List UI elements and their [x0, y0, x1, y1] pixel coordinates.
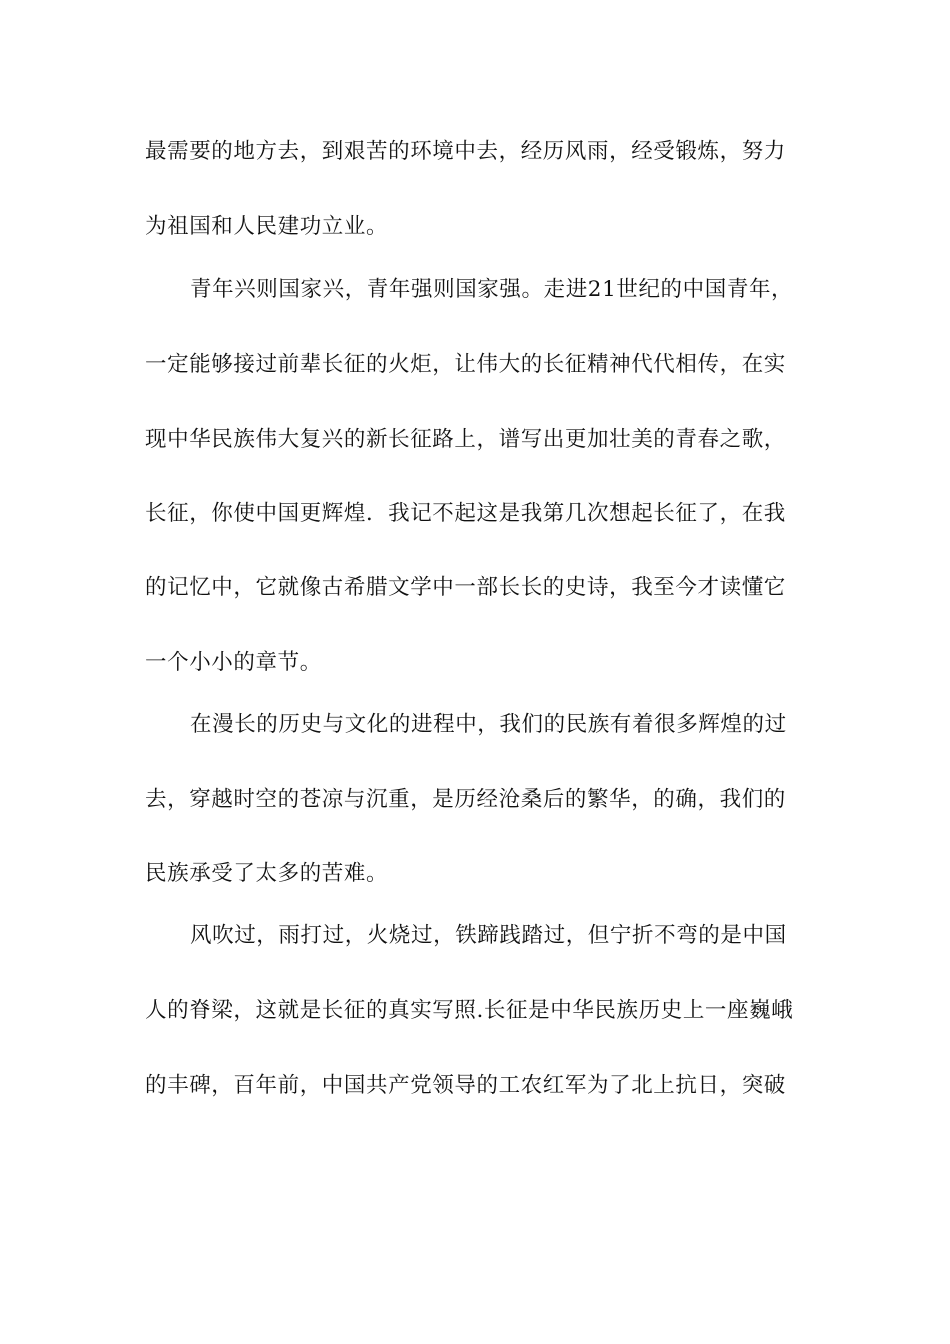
text-line: 一定能够接过前辈长征的火炬，让伟大的长征精神代代相传，在实: [145, 352, 786, 377]
text-line: 长征，你使中国更辉煌．我记不起这是我第几次想起长征了，在我: [145, 501, 786, 526]
paragraph-start-line: 在漫长的历史与文化的进程中，我们的民族有着很多辉煌的过: [190, 712, 787, 737]
paragraph-start-line: 青年兴则国家兴，青年强则国家强。走进21世纪的中国青年，: [190, 277, 794, 302]
text-line: 民族承受了太多的苦难。: [145, 861, 389, 886]
text-line: 为祖国和人民建功立业。: [145, 214, 389, 239]
text-line: 的丰碑，百年前，中国共产党领导的工农红军为了北上抗日，突破: [145, 1073, 786, 1098]
text-line: 一个小小的章节。: [145, 650, 322, 675]
text-line: 去，穿越时空的苍凉与沉重，是历经沧桑后的繁华，的确，我们的: [145, 787, 786, 812]
text-line: 的记忆中，它就像古希腊文学中一部长长的史诗，我至今才读懂它: [145, 575, 786, 600]
paragraph-start-line: 风吹过，雨打过，火烧过，铁蹄践踏过，但宁折不弯的是中国: [190, 923, 787, 948]
text-line: 现中华民族伟大复兴的新长征路上，谱写出更加壮美的青春之歌，: [145, 427, 786, 452]
text-line: 最需要的地方去，到艰苦的环境中去，经历风雨，经受锻炼，努力: [145, 139, 786, 164]
text-line: 人的脊梁，这就是长征的真实写照.长征是中华民族历史上一座巍峨: [145, 998, 794, 1023]
